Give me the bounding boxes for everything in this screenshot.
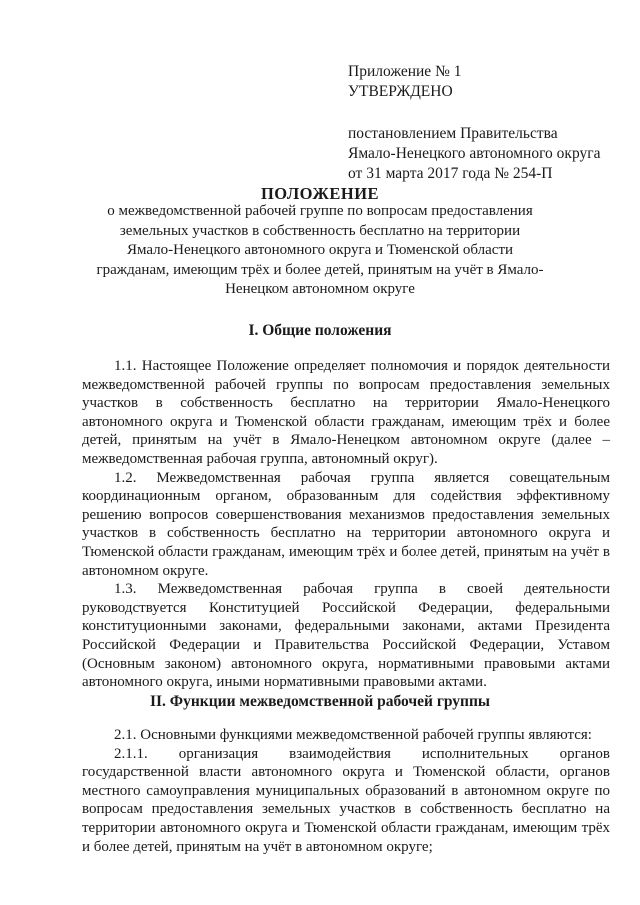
document-title: ПОЛОЖЕНИЕ <box>260 184 380 203</box>
approved-stamp-text: УТВЕРЖДЕНО <box>348 83 453 100</box>
approval-date-line: от 31 марта 2017 года № 254-П <box>348 165 553 182</box>
section-2-heading: II. Функции межведомственной рабочей группы <box>149 693 490 710</box>
paragraph-2-1-1: 2.1.1. организация взаимодействия исполнительных органов государственной власти автономного округа и Тюменской области, органов местного самоуправления муниципальных образований в автономном округе по вопросам предоставления земельных участков в собственность бесплатно на территории автономного округа и Тюменской области гражданам, имеющим трёх и более детей, принятым на учёт в автономном округе; <box>82 745 610 855</box>
section-2-body <box>82 726 610 856</box>
approval-block <box>348 62 618 184</box>
approval-region-line: Ямало-Ненецкого автономного округа <box>348 145 601 162</box>
paragraph-2-1: 2.1. Основными функциями межведомственной рабочей группы являются: <box>114 727 592 743</box>
paragraph-1-2: 1.2. Межведомственная рабочая группа является совещательным координационным органом, образованным для содействия эффективному решению вопросов совершенствования механизмов предоставления земельных участков в собственность бесплатно на территории автономного округа и Тюменской области гражданам, имеющим трёх и более детей, принятым на учёт в автономном округе. <box>82 469 610 579</box>
document-subtitle: о межведомственной рабочей группе по вопросам предоставления земельных участков в собственность бесплатно на территории Ямало-Ненецкого автономного округа и Тюменской области гражданам, имеющим трёх и более детей, принятым на учёт в Ямало-Ненецком автономном округе <box>96 203 544 297</box>
section-1-body <box>82 357 610 692</box>
paragraph-1-3: 1.3. Межведомственная рабочая группа в своей деятельности руководствуется Конституцией Российской Федерации, федеральными конституционными законами, федеральными законами, актами Президента Российской Федерации и Правительства Российской Федерации, Уставом (Основным законом) автономного округа, нормативными правовыми актами автономного округа, иными нормативными правовыми актами. <box>82 581 610 691</box>
paragraph-1-1: 1.1. Настоящее Положение определяет полномочия и порядок деятельности межведомственной рабочей группы по вопросам предоставления земельных участков в собственность бесплатно на территории Ямало-Ненецкого автономного округа и Тюменской области гражданам, имеющим трёх и более детей, принятым на учёт в Ямало-Ненецком автономном округе (далее – межведомственная рабочая группа, автономный округ). <box>82 358 610 467</box>
section-1-heading: I. Общие положения <box>248 322 392 339</box>
appendix-number: Приложение № 1 <box>348 63 462 80</box>
approval-decree-line: постановлением Правительства <box>348 125 558 142</box>
